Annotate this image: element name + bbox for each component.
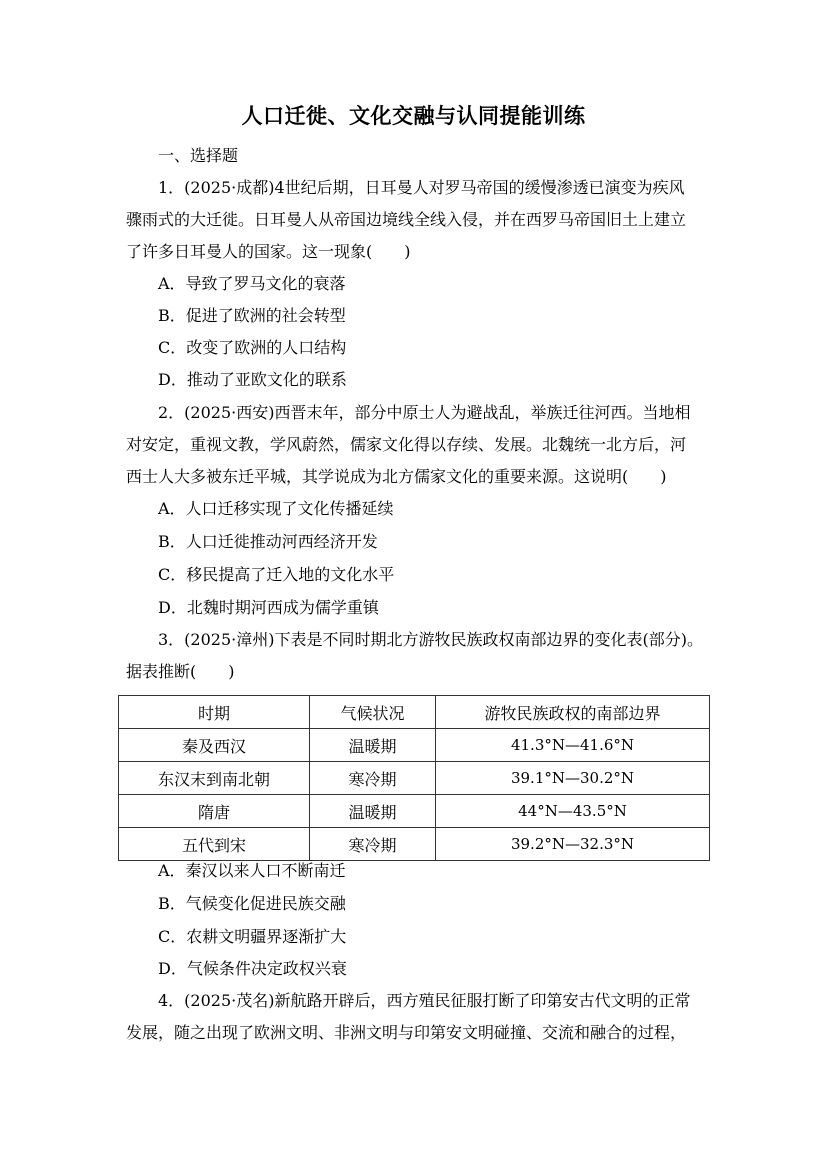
q1-option-a: A．导致了罗马文化的衰落 — [158, 274, 346, 293]
table-header-cell: 时期 — [119, 696, 310, 729]
q3-option-b: B．气候变化促进民族交融 — [158, 894, 346, 913]
table-cell: 寒冷期 — [310, 828, 436, 861]
table-cell: 39.2°N—32.3°N — [436, 828, 710, 861]
table-cell: 温暖期 — [310, 729, 436, 762]
q2-stem-line-2: 对安定，重视文教，学风蔚然，儒家文化得以存续、发展。北魏统一北方后，河 — [126, 435, 687, 454]
q2-stem-line-1: 2．(2025·西安)西晋末年，部分中原士人为避战乱，举族迁往河西。当地相 — [158, 403, 691, 422]
q2-option-c: C．移民提高了迁入地的文化水平 — [158, 565, 395, 584]
table-row — [119, 828, 710, 861]
section-heading: 一、选择题 — [158, 146, 239, 165]
q1-option-c: C．改变了欧洲的人口结构 — [158, 338, 347, 357]
q4-stem-line-1: 4．(2025·茂名)新航路开辟后，西方殖民征服打断了印第安古代文明的正常 — [158, 991, 691, 1010]
table-row — [119, 729, 710, 762]
q2-stem-line-3: 西士人大多被东迁平城，其学说成为北方儒家文化的重要来源。这说明( ) — [126, 467, 667, 486]
document-title: 人口迁徙、文化交融与认同提能训练 — [241, 104, 586, 128]
table-cell: 温暖期 — [310, 795, 436, 828]
q1-stem-line-3: 了许多日耳曼人的国家。这一现象( ) — [126, 242, 411, 261]
table-cell: 秦及西汉 — [119, 729, 310, 762]
q3-option-a: A．秦汉以来人口不断南迁 — [158, 861, 346, 880]
q3-option-c: C．农耕文明疆界逐渐扩大 — [158, 927, 347, 946]
table-cell: 39.1°N—30.2°N — [436, 762, 710, 795]
q3-stem-line-2: 据表推断( ) — [126, 662, 235, 681]
q3-stem-line-1: 3．(2025·漳州)下表是不同时期北方游牧民族政权南部边界的变化表(部分)。 — [158, 630, 703, 649]
q1-option-d: D．推动了亚欧文化的联系 — [158, 370, 347, 389]
climate-border-table — [118, 695, 710, 861]
table-cell: 寒冷期 — [310, 762, 436, 795]
table-header-row — [119, 696, 710, 729]
q4-stem-line-2: 发展，随之出现了欧洲文明、非洲文明与印第安文明碰撞、交流和融合的过程， — [126, 1023, 687, 1042]
table-cell: 44°N—43.5°N — [436, 795, 710, 828]
q3-option-d: D．气候条件决定政权兴衰 — [158, 959, 347, 978]
table-cell: 41.3°N—41.6°N — [436, 729, 710, 762]
q2-option-a: A．人口迁移实现了文化传播延续 — [158, 499, 394, 518]
table-cell: 东汉末到南北朝 — [119, 762, 310, 795]
q2-option-b: B．人口迁徙推动河西经济开发 — [158, 532, 378, 551]
table-row — [119, 762, 710, 795]
q1-option-b: B．促进了欧洲的社会转型 — [158, 306, 346, 325]
q1-stem-line-1: 1．(2025·成都)4世纪后期，日耳曼人对罗马帝国的缓慢渗透已演变为疾风 — [158, 178, 685, 197]
table-cell: 五代到宋 — [119, 828, 310, 861]
table-header-cell: 游牧民族政权的南部边界 — [436, 696, 710, 729]
q1-stem-line-2: 骤雨式的大迁徙。日耳曼人从帝国边境线全线入侵，并在西罗马帝国旧土上建立 — [126, 210, 687, 229]
table-row — [119, 795, 710, 828]
table-cell: 隋唐 — [119, 795, 310, 828]
q2-option-d: D．北魏时期河西成为儒学重镇 — [158, 598, 379, 617]
table-header-cell: 气候状况 — [310, 696, 436, 729]
